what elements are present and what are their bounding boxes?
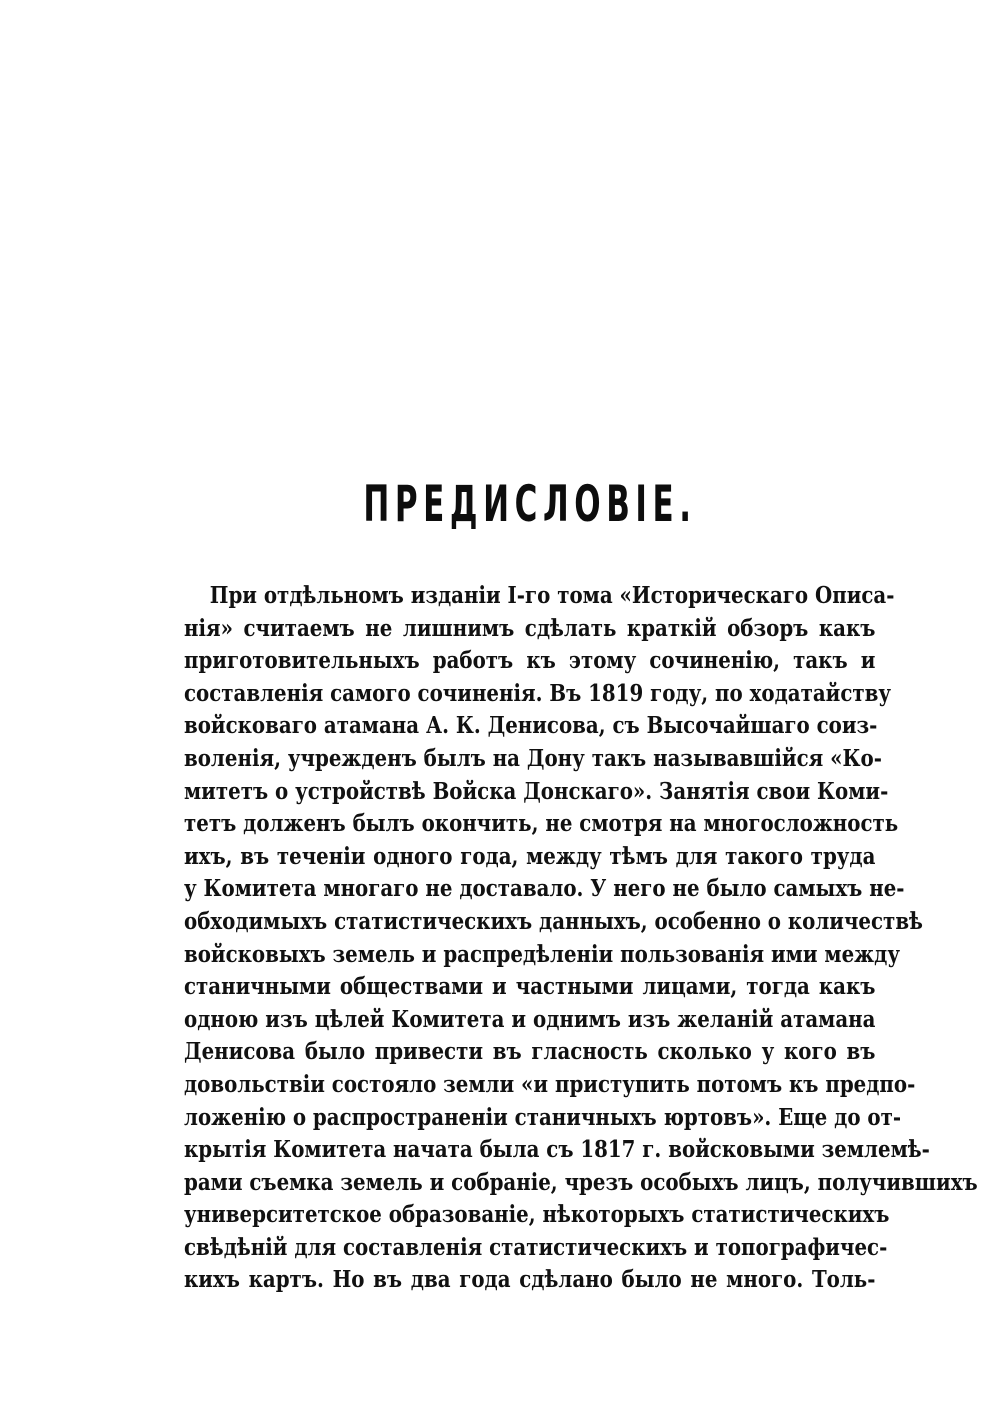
text-line: При отдѣльномъ изданіи І-го тома «Историческаго Описа- — [209, 582, 895, 609]
page-title: ПРЕДИСЛОВІЕ. — [363, 475, 697, 533]
text-line: тетъ долженъ былъ окончить, не смотря на многосложность — [184, 810, 899, 838]
text-line: крытія Комитета начата была съ 1817 г. войсковыми землемѣ- — [184, 1136, 930, 1164]
body-text — [184, 580, 978, 1297]
text-line: составленія самого сочиненія. Въ 1819 году, по ходатайству — [184, 679, 892, 707]
text-line: у Комитета многаго не доставало. У него не было самыхъ не- — [184, 875, 905, 903]
text-line: нія» считаемъ не лишнимъ сдѣлать краткій обзоръ какъ — [184, 614, 876, 642]
text-line: Денисова было привести въ гласность сколько у кого въ — [184, 1038, 876, 1066]
text-line: кихъ картъ. Но въ два года сдѣлано было не много. Толь- — [184, 1266, 876, 1294]
text-line: приготовительныхъ работъ къ этому сочиненію, такъ и — [184, 647, 876, 675]
text-line: университетское образованіе, нѣкоторыхъ статистическихъ — [184, 1201, 890, 1229]
text-line: ихъ, въ теченіи одного года, между тѣмъ для такого труда — [184, 842, 876, 870]
text-line: одною изъ цѣлей Комитета и однимъ изъ желаній атамана — [184, 1005, 876, 1033]
text-line: довольствіи состояло земли «и приступить потомъ къ предпо- — [184, 1070, 916, 1098]
text-line: войсковаго атамана А. К. Денисова, съ Высочайшаго соиз- — [184, 712, 878, 740]
text-line: обходимыхъ статистическихъ данныхъ, особенно о количествѣ — [184, 907, 923, 935]
text-line: митетъ о устройствѣ Войска Донскаго». Занятія свои Коми- — [184, 777, 889, 805]
text-line: рами съемка земель и собраніе, чрезъ особыхъ лицъ, получившихъ — [184, 1168, 978, 1196]
text-line: ложенію о распространеніи станичныхъ юртовъ». Еще до от- — [184, 1103, 902, 1131]
text-line: станичными обществами и частными лицами, тогда какъ — [184, 973, 876, 1001]
text-line: свѣдѣній для составленія статистическихъ и топографичес- — [184, 1233, 888, 1261]
text-line: воленія, учрежденъ былъ на Дону такъ называвшійся «Ко- — [184, 744, 882, 772]
text-line: войсковыхъ земель и распредѣленіи пользованія ими между — [184, 940, 901, 968]
